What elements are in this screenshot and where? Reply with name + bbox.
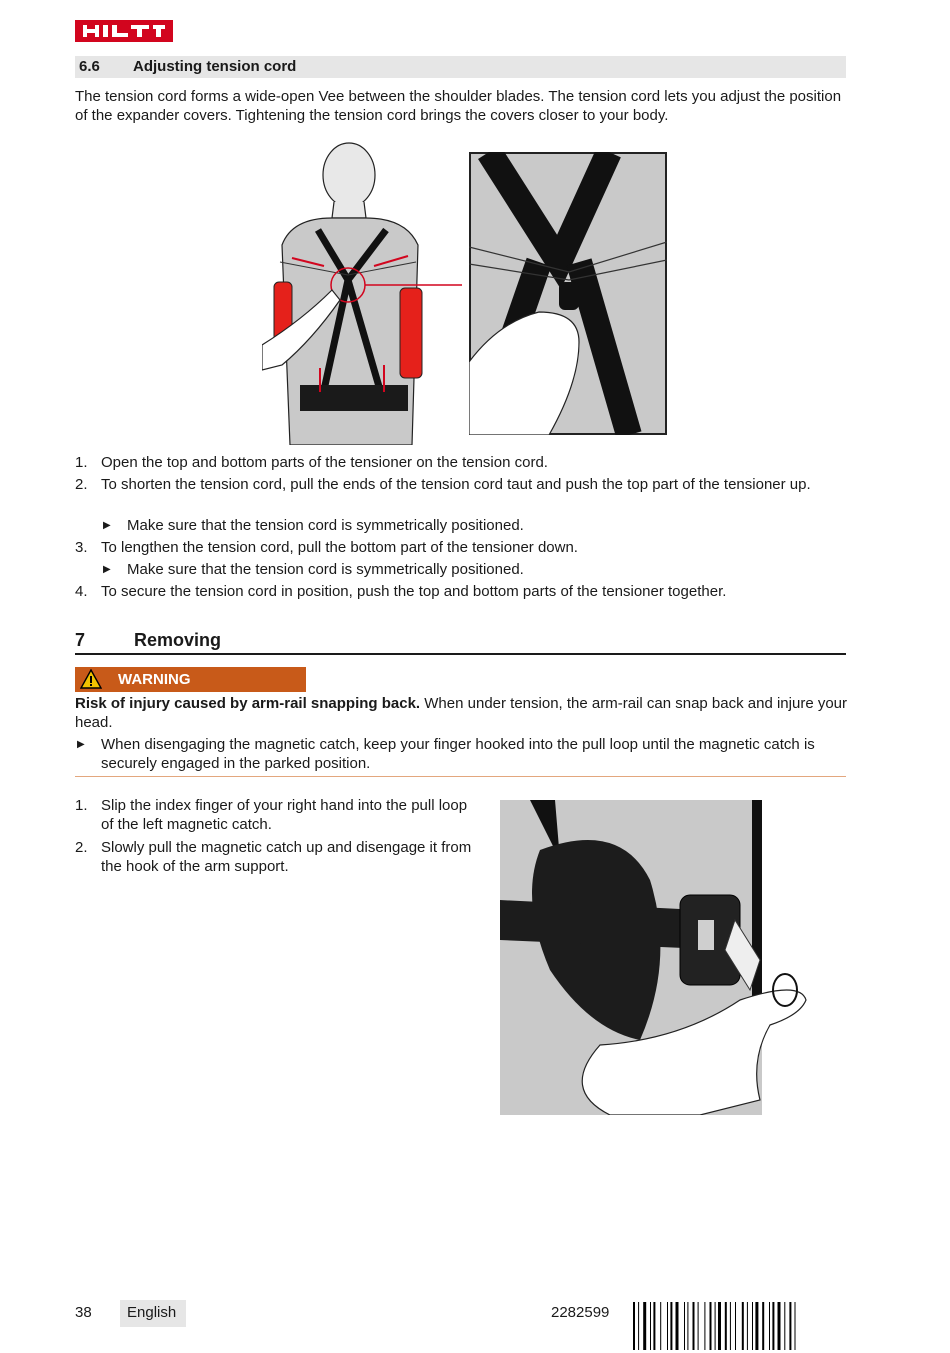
magnetic-catch-illustration (500, 800, 810, 1115)
barcode (633, 1302, 845, 1350)
barcode-bar (670, 1302, 672, 1350)
barcode-bar (653, 1302, 655, 1350)
chapter-number: 7 (75, 630, 86, 650)
section-number: 6.6 (79, 58, 100, 75)
warning-bullet-text: When disengaging the magnetic catch, keep your finger hooked into the pull loop until the magnetic catch is securely engaged in the parked position. (101, 736, 815, 772)
hilti-logo-mark (75, 20, 173, 42)
step-text: Slowly pull the magnetic catch up and disengage it from the hook of the arm support. (101, 839, 472, 875)
barcode-bar (698, 1302, 699, 1350)
barcode-bar (769, 1302, 770, 1350)
barcode-bar (650, 1302, 651, 1350)
step-number: 1. (75, 797, 88, 814)
barcode-bar (784, 1302, 785, 1350)
barcode-bar (693, 1302, 695, 1350)
step-text: To secure the tension cord in position, push the top and bottom parts of the tensioner together. (101, 583, 727, 600)
step-number: 1. (75, 454, 88, 471)
document-id: 2282599 (551, 1304, 610, 1321)
barcode-bar (660, 1302, 661, 1350)
warning-body: When under tension, the arm-rail can snap back and injure your head. (75, 695, 848, 731)
chapter-title: Removing (134, 630, 222, 650)
page-number: 38 (75, 1304, 92, 1321)
barcode-bar (752, 1302, 753, 1350)
step-text: Open the top and bottom parts of the tensioner on the tension cord. (101, 454, 548, 471)
barcode-bar (795, 1302, 796, 1350)
barcode-bar (755, 1302, 758, 1350)
warning-heading: Risk of injury caused by arm-rail snapping back. (75, 695, 421, 712)
barcode-bar (667, 1302, 668, 1350)
barcode-bar (742, 1302, 744, 1350)
barcode-bar (687, 1302, 688, 1350)
result-arrow-icon: ▶ (103, 520, 111, 531)
barcode-bar (638, 1302, 639, 1350)
chapter-rule (75, 653, 846, 655)
barcode-bar (772, 1302, 774, 1350)
step-text: To lengthen the tension cord, pull the bottom part of the tensioner down. (101, 539, 578, 556)
result-arrow-icon: ▶ (103, 564, 111, 575)
barcode-bar (730, 1302, 731, 1350)
step-number: 3. (75, 539, 88, 556)
barcode-bar (735, 1302, 736, 1350)
back-view-illustration (262, 140, 462, 445)
barcode-bar (778, 1302, 781, 1350)
step-text: Slip the index finger of your right hand into the pull loop of the left magnetic catch. (101, 797, 468, 833)
barcode-bar (643, 1302, 646, 1350)
barcode-bar (762, 1302, 764, 1350)
barcode-bar (704, 1302, 705, 1350)
barcode-bar (715, 1302, 716, 1350)
bullet-arrow-icon: ▶ (77, 739, 85, 750)
warning-triangle-icon (80, 669, 102, 689)
intro-paragraph: The tension cord forms a wide-open Vee between the shoulder blades. The tension cord lets you adjust the position of the expander covers. Tightening the tension cord brings the covers closer to your body. (75, 88, 842, 124)
step-number: 4. (75, 583, 88, 600)
step-number: 2. (75, 476, 88, 493)
barcode-bar (789, 1302, 791, 1350)
sub-text: Make sure that the tension cord is symmetrically positioned. (127, 561, 524, 578)
step-number: 2. (75, 839, 88, 856)
barcode-bar (710, 1302, 712, 1350)
barcode-bar (747, 1302, 748, 1350)
warning-text (75, 694, 847, 732)
barcode-bar (725, 1302, 727, 1350)
warning-banner (75, 667, 306, 692)
warning-label: WARNING (118, 671, 191, 688)
tensioner-detail-illustration (469, 152, 667, 435)
barcode-bar (633, 1302, 635, 1350)
warning-rule (75, 776, 846, 777)
sub-text: Make sure that the tension cord is symmetrically positioned. (127, 517, 524, 534)
section-title: Adjusting tension cord (133, 58, 297, 75)
step-text: To shorten the tension cord, pull the ends of the tension cord taut and push the top part of the tensioner up. (101, 476, 811, 493)
barcode-bar (684, 1302, 685, 1350)
language-label: English (127, 1304, 177, 1321)
hilti-logo (75, 20, 173, 42)
barcode-bar (676, 1302, 679, 1350)
barcode-bar (718, 1302, 721, 1350)
